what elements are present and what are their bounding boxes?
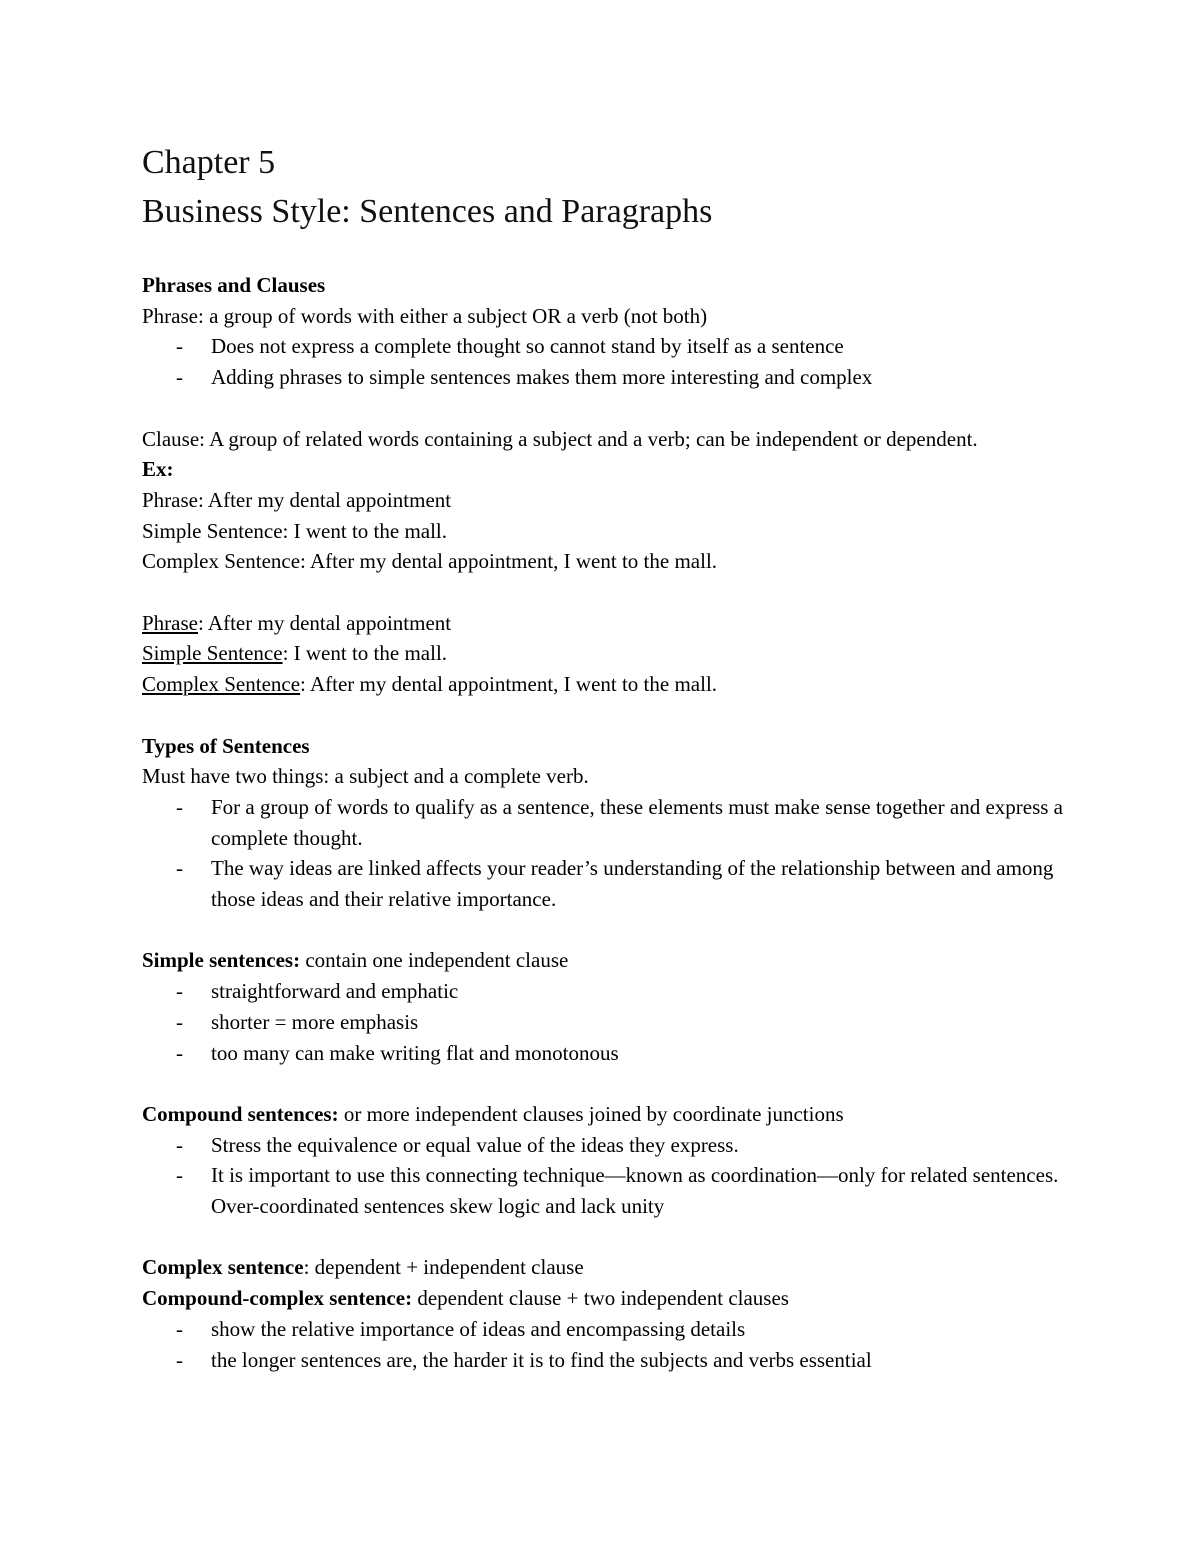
dash-marker: - [176, 794, 183, 819]
example-simple-sentence: Simple Sentence: I went to the mall. [142, 518, 448, 543]
spacer [142, 1068, 1072, 1099]
example-text: : After my dental appointment, I went to the mall. [300, 672, 718, 697]
example-text: : After my dental appointment [198, 610, 452, 635]
dash-marker: - [176, 1132, 183, 1157]
spacer [142, 393, 1072, 424]
compound-bullet-list [142, 1130, 1072, 1222]
list-item [142, 331, 1072, 362]
spacer [142, 700, 1072, 731]
chapter-number: Chapter 5 [142, 144, 276, 181]
list-item [142, 1314, 1072, 1345]
underlined-label: Phrase [142, 610, 198, 635]
list-item [142, 976, 1072, 1007]
dash-marker: - [176, 979, 183, 1004]
phrase-bullet-list [142, 331, 1072, 392]
example-text: : I went to the mall. [282, 641, 448, 666]
example-complex-sentence: Complex Sentence: After my dental appointment, I went to the mall. [142, 549, 718, 574]
simple-bullet-list [142, 976, 1072, 1068]
section-heading-types: Types of Sentences [142, 733, 310, 758]
term-label: Compound-complex sentence: [142, 1286, 413, 1311]
list-item-text: straightforward and emphatic [211, 979, 459, 1004]
list-item-text: Adding phrases to simple sentences makes them more interesting and complex [211, 365, 873, 390]
example2-complex-sentence [142, 669, 1072, 700]
list-item [142, 853, 1072, 914]
list-item [142, 362, 1072, 393]
spacer [142, 915, 1072, 946]
term-text: : dependent + independent clause [303, 1255, 584, 1280]
spacer [142, 577, 1072, 608]
dash-marker: - [176, 1009, 183, 1034]
spacer [142, 236, 1072, 270]
example2-simple-sentence [142, 638, 1072, 669]
compound-complex-sentence-definition [142, 1283, 1072, 1314]
dash-marker: - [176, 1347, 183, 1372]
term-text: or more independent clauses joined by coordinate junctions [338, 1101, 844, 1126]
example-phrase: Phrase: After my dental appointment [142, 487, 452, 512]
example2-phrase [142, 608, 1072, 639]
document-page [142, 138, 1072, 1375]
list-item-text: The way ideas are linked affects your reader’s understanding of the relationship between and among those ideas and their relative importance. [211, 856, 1054, 912]
complex-sentence-definition [142, 1252, 1072, 1283]
chapter-title: Business Style: Sentences and Paragraphs [142, 193, 713, 230]
list-item-text: the longer sentences are, the harder it is to find the subjects and verbs essential [211, 1347, 872, 1372]
types-intro: Must have two things: a subject and a complete verb. [142, 764, 589, 789]
section-heading-phrases-clauses: Phrases and Clauses [142, 273, 326, 297]
term-label: Simple sentences: [142, 948, 301, 973]
dash-marker: - [176, 856, 183, 881]
list-item-text: too many can make writing flat and monotonous [211, 1040, 619, 1065]
list-item-text: For a group of words to qualify as a sentence, these elements must make sense together and express a complete thought. [211, 794, 1063, 850]
dash-marker: - [176, 365, 183, 390]
list-item [142, 792, 1072, 853]
clause-definition: Clause: A group of related words containing a subject and a verb; can be independent or dependent. [142, 426, 978, 451]
term-label: Complex sentence [142, 1255, 304, 1280]
phrase-definition: Phrase: a group of words with either a subject OR a verb (not both) [142, 303, 708, 328]
list-item [142, 1345, 1072, 1376]
spacer [142, 1222, 1072, 1253]
list-item [142, 1160, 1072, 1221]
simple-sentences-definition [142, 945, 1072, 976]
list-item-text: Stress the equivalence or equal value of the ideas they express. [211, 1132, 739, 1157]
compound-sentences-definition [142, 1099, 1072, 1130]
compound-complex-bullet-list [142, 1314, 1072, 1375]
list-item-text: show the relative importance of ideas and encompassing details [211, 1316, 746, 1341]
list-item [142, 1038, 1072, 1069]
types-bullet-list [142, 792, 1072, 915]
list-item-text: It is important to use this connecting technique—known as coordination—only for related sentences. Over-coordinated sentences skew logic and lack unity [211, 1163, 1059, 1219]
underlined-label: Complex Sentence [142, 672, 301, 697]
term-text: dependent clause + two independent clauses [412, 1286, 789, 1311]
dash-marker: - [176, 1163, 183, 1188]
list-item-text: shorter = more emphasis [211, 1009, 419, 1034]
dash-marker: - [176, 334, 183, 359]
dash-marker: - [176, 1316, 183, 1341]
example-label: Ex: [142, 457, 174, 482]
dash-marker: - [176, 1040, 183, 1065]
underlined-label: Simple Sentence [142, 641, 283, 666]
term-label: Compound sentences: [142, 1101, 339, 1126]
list-item-text: Does not express a complete thought so cannot stand by itself as a sentence [211, 334, 844, 359]
term-text: contain one independent clause [300, 948, 569, 973]
list-item [142, 1007, 1072, 1038]
list-item [142, 1130, 1072, 1161]
